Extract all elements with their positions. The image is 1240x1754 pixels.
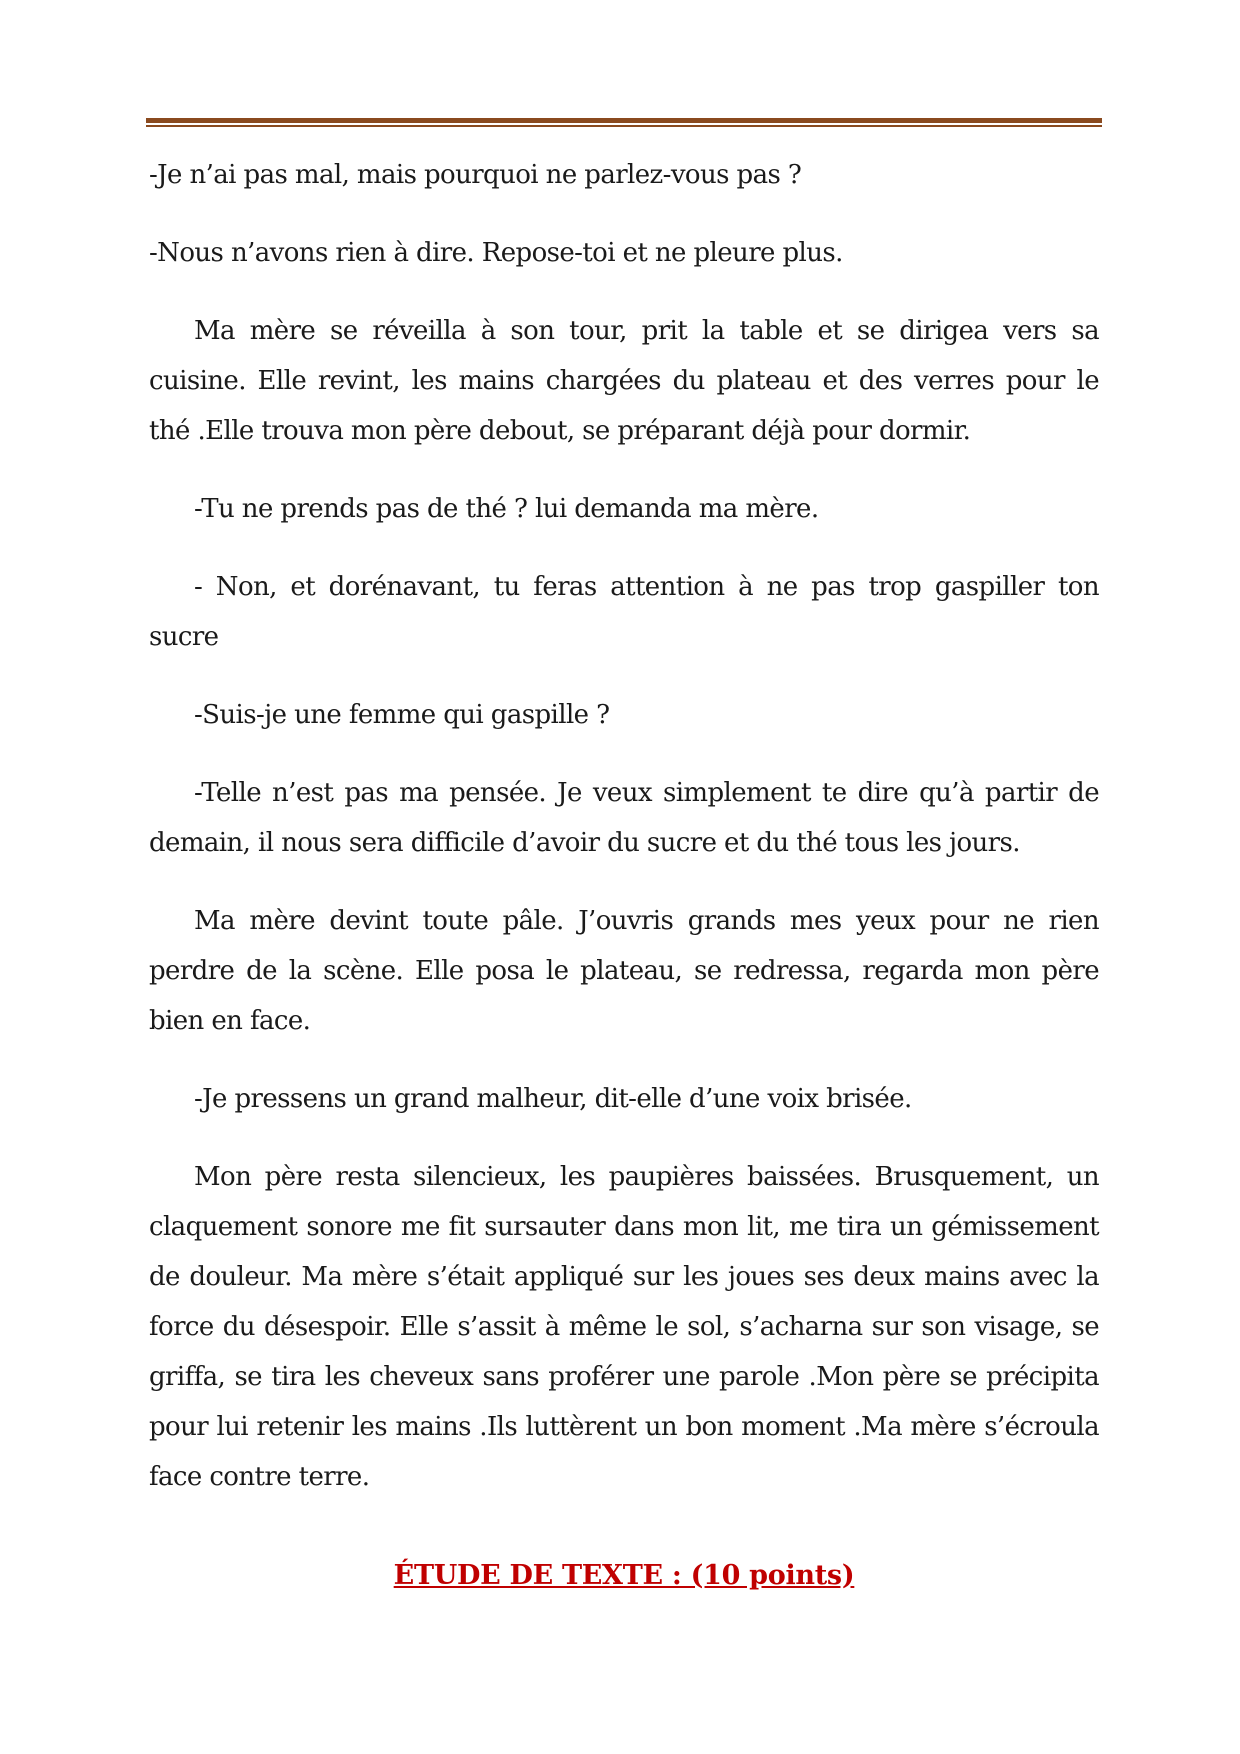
paragraph-10: Mon père resta silencieux, les paupières baissées. Brusquement, un claquement sonore me fit sursauter dans mon lit, me tira un gémissement de douleur. Ma mère s’était appliqué sur les joues ses deux mains avec la force du désespoir. Elle s’assit à même le sol, s’acharna sur son visage, se griffa, se tira les cheveux sans proférer une parole .Mon père se précipita pour lui retenir les mains .Ils luttèrent un bon moment .Ma mère s’écroula face contre terre. <box>149 1162 1099 1492</box>
header-rule-thick <box>146 118 1102 123</box>
paragraph-1: -Je n’ai pas mal, mais pourquoi ne parlez-vous pas ? <box>149 160 802 190</box>
paragraph-8: Ma mère devint toute pâle. J’ouvris grands mes yeux pour ne rien perdre de la scène. Elle posa le plateau, se redressa, regarda mon père bien en face. <box>149 906 1099 1036</box>
paragraph-4: -Tu ne prends pas de thé ? lui demanda ma mère. <box>194 494 819 524</box>
paragraph-2: -Nous n’avons rien à dire. Repose-toi et ne pleure plus. <box>149 238 843 268</box>
header-rule <box>146 118 1102 127</box>
section-heading: ÉTUDE DE TEXTE : (10 points) <box>393 1560 855 1591</box>
paragraph-7: -Telle n’est pas ma pensée. Je veux simplement te dire qu’à partir de demain, il nous sera difficile d’avoir du sucre et du thé tous les jours. <box>149 778 1099 858</box>
paragraph-5: - Non, et dorénavant, tu feras attention à ne pas trop gaspiller ton sucre <box>149 572 1099 652</box>
paragraph-9: -Je pressens un grand malheur, dit-elle d’une voix brisée. <box>194 1084 912 1114</box>
paragraph-6: -Suis-je une femme qui gaspille ? <box>194 700 610 730</box>
paragraph-3: Ma mère se réveilla à son tour, prit la table et se dirigea vers sa cuisine. Elle revint, les mains chargées du plateau et des verres pour le thé .Elle trouva mon père debout, se préparant déjà pour dormir. <box>149 316 1099 446</box>
story-text <box>149 150 1099 1530</box>
header-rule-thin <box>146 125 1102 127</box>
